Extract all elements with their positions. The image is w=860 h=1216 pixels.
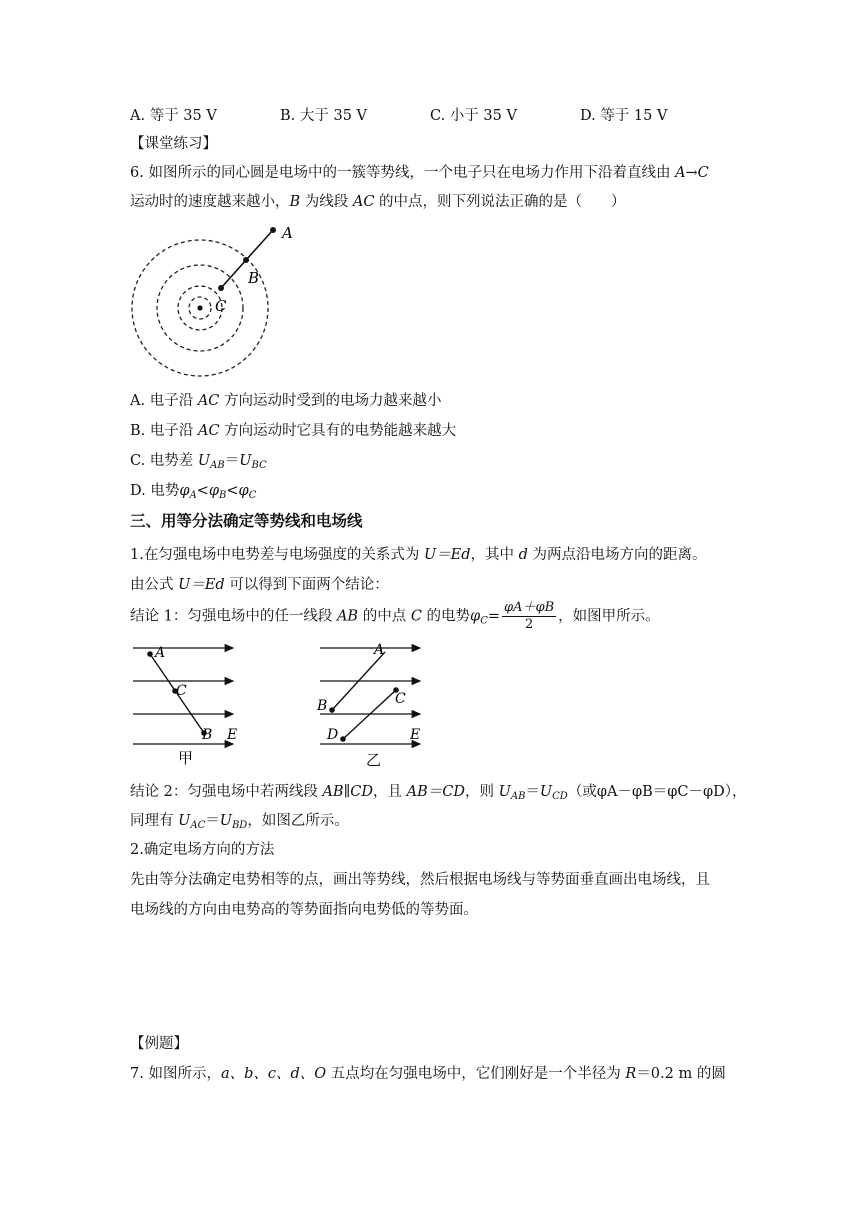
yi-label-e: E: [410, 727, 421, 743]
q6-label-a: A: [282, 224, 293, 242]
q5-option-a: A. 等于 35 V: [130, 108, 217, 124]
q6-stem-line2: 运动时的速度越来越小，B 为线段 AC 的中点，则下列说法正确的是（ ）: [130, 194, 626, 210]
midpoint-potential-fraction: $\frac{\varphi A+\varphi B}{2}$: [504, 600, 555, 632]
section3-para3: 先由等分法确定电势相等的点，画出等势线，然后根据电场线与等势面垂直画出电场线，且: [130, 872, 710, 888]
yi-label-c: C: [395, 691, 406, 707]
q6-option-a: A. 电子沿 AC 方向运动时受到的电场力越来越小: [130, 393, 442, 409]
q6-option-d: D. 电势$\varphi_A<\varphi_B<\varphi_C$: [130, 483, 257, 501]
classroom-practice-tag: 【课堂练习】: [130, 136, 217, 152]
figure-yi: [312, 638, 447, 768]
jia-label-e: E: [227, 727, 238, 743]
section3-para2: 由公式 U＝Ed 可以得到下面两个结论：: [130, 577, 389, 593]
yi-caption: 乙: [366, 751, 382, 768]
q6-label-b: B: [248, 269, 260, 287]
q5-option-c: C. 小于 35 V: [430, 108, 517, 124]
section3-subheading2: 2.确定电场方向的方法: [130, 842, 275, 858]
jia-caption: 甲: [178, 749, 194, 767]
q7-stem: 7. 如图所示，a、b、c、d、O 五点均在匀强电场中，它们刚好是一个半径为 R＝0.2 m 的圆: [130, 1066, 726, 1082]
yi-label-a: A: [374, 642, 385, 658]
section3-conclusion1: 结论 1：匀强电场中的任一线段 AB 的中点 C 的电势$\varphi_C=$ $\frac{\varphi A+\varphi B}{2}$ ，如图甲所示。: [130, 600, 660, 632]
section3-para1: 1.在匀强电场中电势差与电场强度的关系式为 U＝Ed，其中 d 为两点沿电场方向的距离。: [130, 547, 707, 563]
section3-conclusion2: 结论 2：匀强电场中若两线段 AB∥CD，且 AB＝CD，则 $U_{AB}=U_{CD}$（或φA－φB＝φC－φD），: [130, 784, 747, 802]
q6-stem-line1: 6. 如图所示的同心圆是电场中的一簇等势线，一个电子只在电场力作用下沿着直线由 A→C: [130, 165, 709, 181]
q6-option-b: B. 电子沿 AC 方向运动时它具有的电势能越来越大: [130, 423, 457, 439]
yi-label-d: D: [327, 727, 339, 743]
section3-conclusion2-cont: 同理有 $U_{AC}=U_{BD}$，如图乙所示。: [130, 813, 349, 831]
q5-option-b: B. 大于 35 V: [280, 108, 368, 124]
jia-label-c: C: [176, 683, 187, 699]
figure-jia: [125, 638, 260, 768]
yi-label-b: B: [317, 698, 328, 714]
q6-label-c: C: [215, 297, 227, 315]
section3-para4: 电场线的方向由电势高的等势面指向电势低的等势面。: [130, 902, 478, 918]
q6-equipotential-figure: [125, 220, 310, 380]
q5-option-d: D. 等于 15 V: [580, 108, 668, 124]
q6-option-c: C. 电势差 $U_{AB}=U_{BC}$: [130, 453, 267, 471]
section3-heading: 三、用等分法确定等势线和电场线: [130, 512, 363, 530]
jia-label-a: A: [155, 645, 166, 661]
jia-label-b: B: [202, 727, 213, 743]
example-tag: 【例题】: [130, 1036, 188, 1052]
